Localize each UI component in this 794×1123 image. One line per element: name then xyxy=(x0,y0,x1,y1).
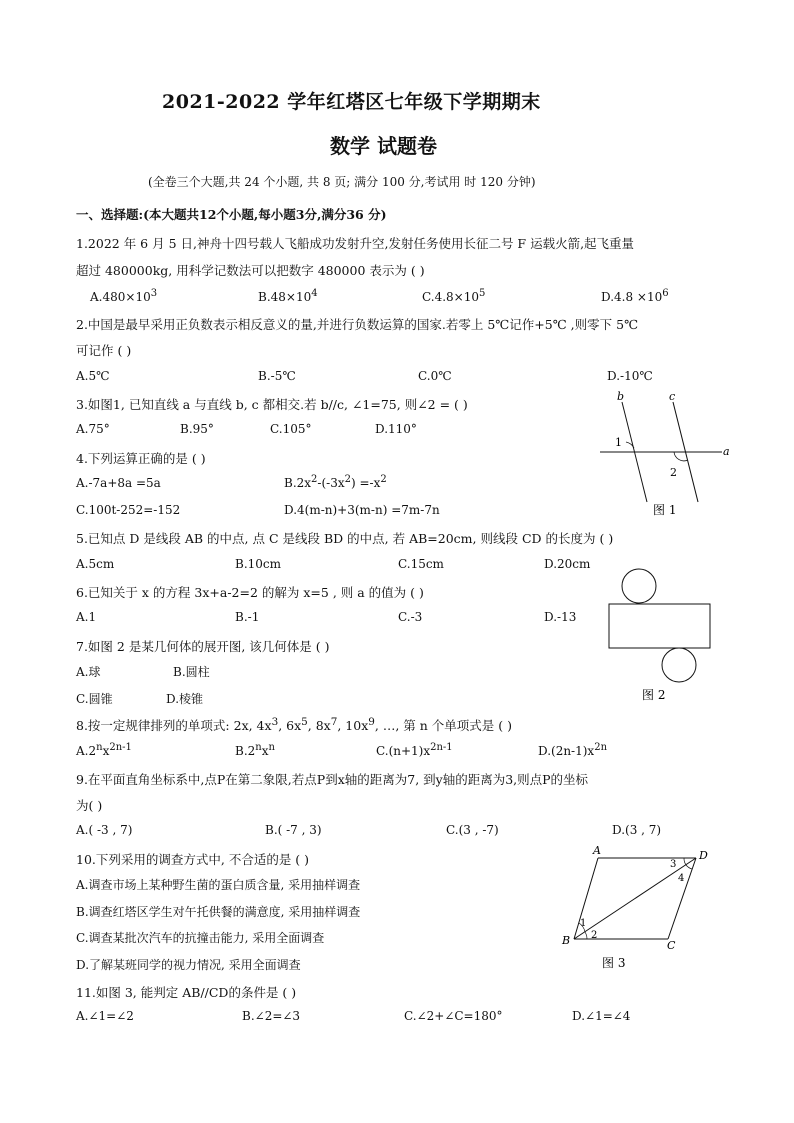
label-a: a xyxy=(723,445,730,458)
q11-option-d: D.∠1=∠4 xyxy=(572,1009,631,1023)
section-heading: 一、选择题:(本大题共12个小题,每小题3分,满分36 分) xyxy=(76,207,387,222)
figure-1 xyxy=(595,390,735,520)
top-circle xyxy=(622,569,656,603)
figure-1-caption: 图 1 xyxy=(653,503,677,517)
q7-option-c: C.圆锥 xyxy=(76,692,113,706)
q3-option-a: A.75° xyxy=(76,422,110,436)
q4-option-a: A.-7a+8a =5a xyxy=(76,476,161,490)
angle-3: 3 xyxy=(670,859,677,870)
q11-option-b: B.∠2=∠3 xyxy=(242,1009,301,1023)
q1-line2: 超过 480000kg, 用科学记数法可以把数字 480000 表示为 ( ) xyxy=(76,263,425,278)
q11-line1: 11.如图 3, 能判定 AB//CD的条件是 ( ) xyxy=(76,985,297,1000)
exam-note: (全卷三个大题,共 24 个小题, 共 8 页; 满分 100 分,考试用 时 120 分钟) xyxy=(148,175,536,189)
q5-option-c: C.15cm xyxy=(398,557,444,571)
q5-option-d: D.20cm xyxy=(544,557,591,571)
q2-option-d: D.-10℃ xyxy=(607,369,653,383)
q9-line1: 9.在平面直角坐标系中,点P在第二象限,若点P到x轴的距离为7, 到y轴的距离为3,则点P的坐标 xyxy=(76,772,589,787)
q10-option-a: A.调查市场上某种野生菌的蛋白质含量, 采用抽样调查 xyxy=(76,878,361,892)
q4-option-c: C.100t-252=-152 xyxy=(76,503,181,517)
q9-line2: 为( ) xyxy=(76,798,103,813)
q8-option-c: $C.(n+1)x^{2n-1}$ xyxy=(376,742,453,758)
q9-option-d: D.(3 , 7) xyxy=(612,823,662,837)
q1-option-a: $A.480\times 10^3$ xyxy=(90,288,158,304)
q3-line1: 3.如图1, 已知直线 a 与直线 b, c 都相交.若 b//c, ∠1=75, 则∠2 = ( ) xyxy=(76,397,468,412)
figure-2-caption: 图 2 xyxy=(642,688,666,702)
q1-line1: 1.2022 年 6 月 5 日,神舟十四号载人飞船成功发射升空,发射任务使用长征二号 F 运载火箭,起飞重量 xyxy=(76,236,635,251)
vertex-a: A xyxy=(593,844,601,857)
q1-option-b: $B.48\times 10^4$ xyxy=(258,288,318,304)
page-title: 2021-2022 学年红塔区七年级下学期期末 xyxy=(162,91,541,113)
angle-4: 4 xyxy=(678,873,685,884)
q4-option-d: D.4(m-n)+3(m-n) =7m-7n xyxy=(284,503,440,517)
q7-option-a: A.球 xyxy=(76,665,101,679)
q5-option-a: A.5cm xyxy=(76,557,115,571)
q9-option-c: C.(3 , -7) xyxy=(446,823,499,837)
label-angle-1: 1 xyxy=(615,436,622,449)
q10-option-d: D.了解某班同学的视力情况, 采用全面调查 xyxy=(76,958,301,972)
q11-option-a: A.∠1=∠2 xyxy=(76,1009,134,1023)
q2-line1: 2.中国是最早采用正负数表示相反意义的量,并进行负数运算的国家.若零上 5℃记作+5℃ ,则零下 5℃ xyxy=(76,317,639,332)
diagonal-bd xyxy=(574,858,696,939)
q6-line1: 6.已知关于 x 的方程 3x+a-2=2 的解为 x=5 , 则 a 的值为 ( ) xyxy=(76,585,424,600)
q7-option-b: B.圆柱 xyxy=(173,665,210,679)
q6-option-a: A.1 xyxy=(76,610,97,624)
q9-option-b: B.( -7 , 3) xyxy=(265,823,322,837)
q2-option-b: B.-5℃ xyxy=(258,369,296,383)
label-c: c xyxy=(669,390,676,403)
q7-line1: 7.如图 2 是某几何体的展开图, 该几何体是 ( ) xyxy=(76,639,330,654)
q6-option-c: C.-3 xyxy=(398,610,423,624)
q2-option-c: C.0℃ xyxy=(418,369,452,383)
q9-option-a: A.( -3 , 7) xyxy=(76,823,133,837)
q6-option-b: B.-1 xyxy=(235,610,260,624)
segment-dc xyxy=(668,858,696,939)
rectangle-face xyxy=(609,604,710,648)
bottom-circle xyxy=(662,648,696,682)
vertex-b: B xyxy=(562,934,571,947)
q1-option-d: $D.4.8 \times 10^6$ xyxy=(601,288,669,304)
angle-1: 1 xyxy=(580,918,587,929)
page-subtitle: 数学 试题卷 xyxy=(330,134,437,158)
q6-option-d: D.-13 xyxy=(544,610,577,624)
label-b: b xyxy=(617,390,625,403)
figure-3 xyxy=(560,843,720,973)
q2-option-a: A.5℃ xyxy=(76,369,110,383)
q5-line1: 5.已知点 D 是线段 AB 的中点, 点 C 是线段 BD 的中点, 若 AB=20cm, 则线段 CD 的长度为 ( ) xyxy=(76,531,614,546)
q3-option-c: C.105° xyxy=(270,422,312,436)
q7-option-d: D.棱锥 xyxy=(166,692,204,706)
label-angle-2: 2 xyxy=(670,466,677,479)
q2-line2: 可记作 ( ) xyxy=(76,343,132,358)
q4-line1: 4.下列运算正确的是 ( ) xyxy=(76,451,206,466)
q8-option-d: $D.(2n-1)x^{2n}$ xyxy=(538,742,608,758)
vertex-d: D xyxy=(699,849,708,862)
q10-option-c: C.调查某批次汽车的抗撞击能力, 采用全面调查 xyxy=(76,931,325,945)
figure-2 xyxy=(600,565,720,705)
q5-option-b: B.10cm xyxy=(235,557,282,571)
q8-option-a: $A.2^nx^{2n-1}$ xyxy=(76,742,132,758)
q8-option-b: $B.2^nx^n$ xyxy=(235,742,275,758)
q8-line1: 8.按一定规律排列的单项式: 2x, $4x^3$, $6x^5$, $8x^7$, $10x^9$, …, 第 n 个单项式是 ( ) xyxy=(76,716,512,734)
q1-option-c: $C.4.8\times 10^5$ xyxy=(422,288,486,304)
q11-option-c: C.∠2+∠C=180° xyxy=(404,1009,503,1023)
q4-option-b: $B.2x^2-(-3x^2) =-x^2$ xyxy=(284,474,387,490)
q3-option-d: D.110° xyxy=(375,422,417,436)
q3-option-b: B.95° xyxy=(180,422,214,436)
figure-3-caption: 图 3 xyxy=(602,956,626,970)
angle-2: 2 xyxy=(591,930,598,941)
q10-option-b: B.调查红塔区学生对午托供餐的满意度, 采用抽样调查 xyxy=(76,905,361,919)
vertex-c: C xyxy=(667,939,676,952)
q10-line1: 10.下列采用的调查方式中, 不合适的是 ( ) xyxy=(76,852,310,867)
